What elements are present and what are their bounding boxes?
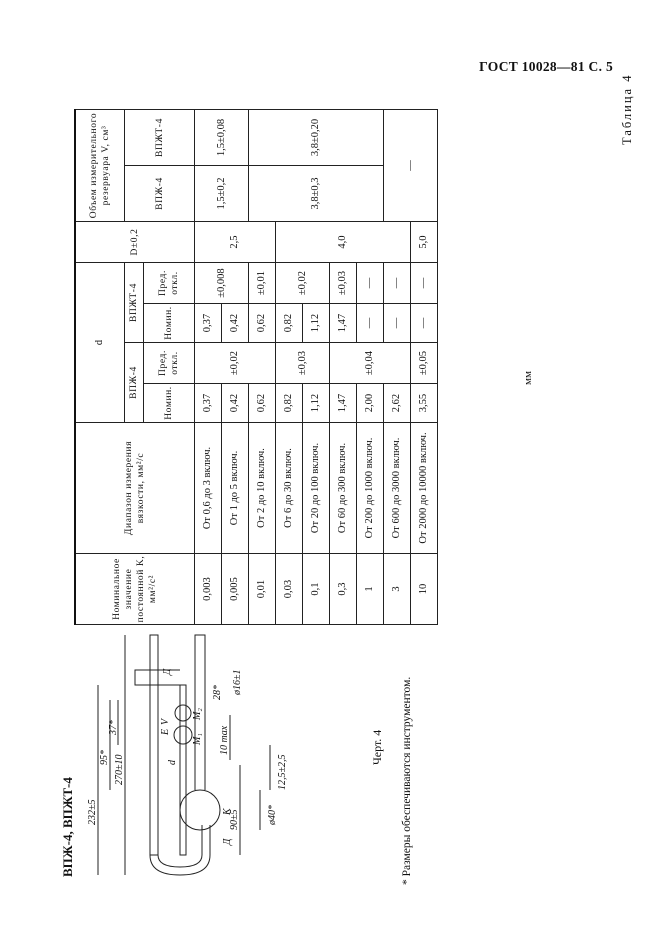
cell-tol2: — — [411, 263, 438, 304]
cell-d2: 0,82 — [276, 304, 303, 343]
cell-d1: 1,47 — [330, 384, 357, 423]
cell-vol1: 1,5±0,2 — [195, 166, 249, 222]
col-header-k: Номинальное значение постоянной K, мм²/с² — [75, 554, 195, 625]
cell-vol2: 1,5±0,08 — [195, 110, 249, 166]
col-header-vol-vpzht: ВПЖТ-4 — [125, 110, 195, 166]
unit-label: мм — [522, 371, 534, 385]
cell-d2: 0,62 — [249, 304, 276, 343]
cell-tol1: ±0,05 — [411, 343, 438, 384]
label-E: E — [160, 728, 171, 735]
cell-D: 5,0 — [411, 222, 438, 263]
col-header-nomin-2: Номин. — [144, 304, 195, 343]
label-10max: 10 max — [219, 725, 230, 755]
cell-D: 4,0 — [276, 222, 411, 263]
cell-d2: 0,42 — [222, 304, 249, 343]
label-M2: M₂ — [192, 708, 203, 720]
cell-k: 3 — [384, 554, 411, 625]
label-16: ø16±1 — [232, 669, 243, 695]
cell-d1: 3,55 — [411, 384, 438, 423]
label-12: 12,5±2,5 — [277, 754, 288, 790]
label-40: ø40* — [267, 805, 278, 825]
cell-tol2: ±0,008 — [195, 263, 249, 304]
cell-d1: 0,62 — [249, 384, 276, 423]
cell-d1: 1,12 — [303, 384, 330, 423]
cell-d1: 0,37 — [195, 384, 222, 423]
spec-table — [74, 109, 438, 625]
cell-d1: 0,42 — [222, 384, 249, 423]
cell-k: 1 — [357, 554, 384, 625]
label-95: 95* — [99, 750, 110, 765]
cell-d2: 1,12 — [303, 304, 330, 343]
cell-range: От 2000 до 10000 включ. — [411, 423, 438, 554]
rotated-page-content — [60, 25, 640, 885]
label-K: K — [222, 808, 233, 815]
measuring-bulb-1 — [174, 726, 192, 744]
figure-footnote: * Размеры обеспечиваются инструментом. — [401, 676, 413, 885]
cell-range: От 0,6 до 3 включ. — [195, 423, 222, 554]
cell-D: 2,5 — [195, 222, 276, 263]
label-d: d — [167, 760, 178, 765]
label-M1: M₁ — [192, 733, 203, 745]
label-D: Д — [162, 668, 173, 675]
col-header-nomin-1: Номин. — [144, 384, 195, 423]
cell-range: От 1 до 5 включ. — [222, 423, 249, 554]
figure-caption: Черт. 4 — [370, 729, 384, 765]
cell-range: От 200 до 1000 включ. — [357, 423, 384, 554]
cell-range: От 60 до 300 включ. — [330, 423, 357, 554]
col-header-range: Диапазон измерения вязкости, мм²/с — [75, 423, 195, 554]
cell-d1: 2,00 — [357, 384, 384, 423]
cell-range: От 600 до 3000 включ. — [384, 423, 411, 554]
table-label: Таблица 4 — [620, 73, 634, 145]
cell-vol2: 3,8±0,20 — [249, 110, 384, 166]
col-header-volume: Объем измерительного резервуара V, см³ — [75, 110, 125, 222]
cell-tol2: ±0,02 — [276, 263, 330, 304]
col-header-vol-vpzh: ВПЖ-4 — [125, 166, 195, 222]
measuring-bulb-2 — [175, 705, 191, 721]
label-37: 37* — [108, 720, 119, 735]
cell-tol2: — — [384, 263, 411, 304]
cell-k: 10 — [411, 554, 438, 625]
cell-k: 0,3 — [330, 554, 357, 625]
cell-k: 0,1 — [303, 554, 330, 625]
cell-d2: 1,47 — [330, 304, 357, 343]
label-90: 90±5 — [229, 809, 240, 830]
col-header-D: D±0,2 — [75, 222, 195, 263]
label-V: V — [160, 718, 171, 725]
label-28: 28* — [212, 685, 223, 700]
label-L: Д — [222, 838, 233, 845]
cell-tol1: ±0,03 — [276, 343, 330, 384]
col-header-pred-1: Пред. откл. — [144, 343, 195, 384]
cell-range: От 6 до 30 включ. — [276, 423, 303, 554]
cell-k: 0,003 — [195, 554, 222, 625]
cell-range: От 20 до 100 включ. — [303, 423, 330, 554]
cell-vol-dash: — — [384, 110, 438, 222]
col-header-d: d — [75, 263, 125, 423]
cell-d1: 0,82 — [276, 384, 303, 423]
main-tube — [150, 635, 158, 855]
col-header-pred-2: Пред. откл. — [144, 263, 195, 304]
cell-d2: — — [357, 304, 384, 343]
page-header: ГОСТ 10028—81 С. 5 — [479, 59, 613, 74]
label-total: 270±10 — [114, 754, 125, 785]
col-header-vpzh: ВПЖ-4 — [125, 343, 144, 423]
cell-d2: — — [384, 304, 411, 343]
figure-title: ВПЖ-4, ВПЖТ-4 — [60, 777, 75, 877]
cell-tol2: ±0,01 — [249, 263, 276, 304]
cell-vol1: 3,8±0,3 — [249, 166, 384, 222]
cell-tol2: — — [357, 263, 384, 304]
label-232: 232±5 — [87, 799, 98, 825]
cell-range: От 2 до 10 включ. — [249, 423, 276, 554]
cell-tol2: ±0,03 — [330, 263, 357, 304]
table-row — [195, 110, 222, 625]
cell-k: 0,01 — [249, 554, 276, 625]
cell-d1: 2,62 — [384, 384, 411, 423]
cell-d2: 0,37 — [195, 304, 222, 343]
cell-k: 0,005 — [222, 554, 249, 625]
col-header-vpzht: ВПЖТ-4 — [125, 263, 144, 343]
cell-d2: — — [411, 304, 438, 343]
cell-tol1: ±0,02 — [195, 343, 276, 384]
capillary-tube — [180, 685, 186, 855]
cell-k: 0,03 — [276, 554, 303, 625]
cell-tol1: ±0,04 — [330, 343, 411, 384]
